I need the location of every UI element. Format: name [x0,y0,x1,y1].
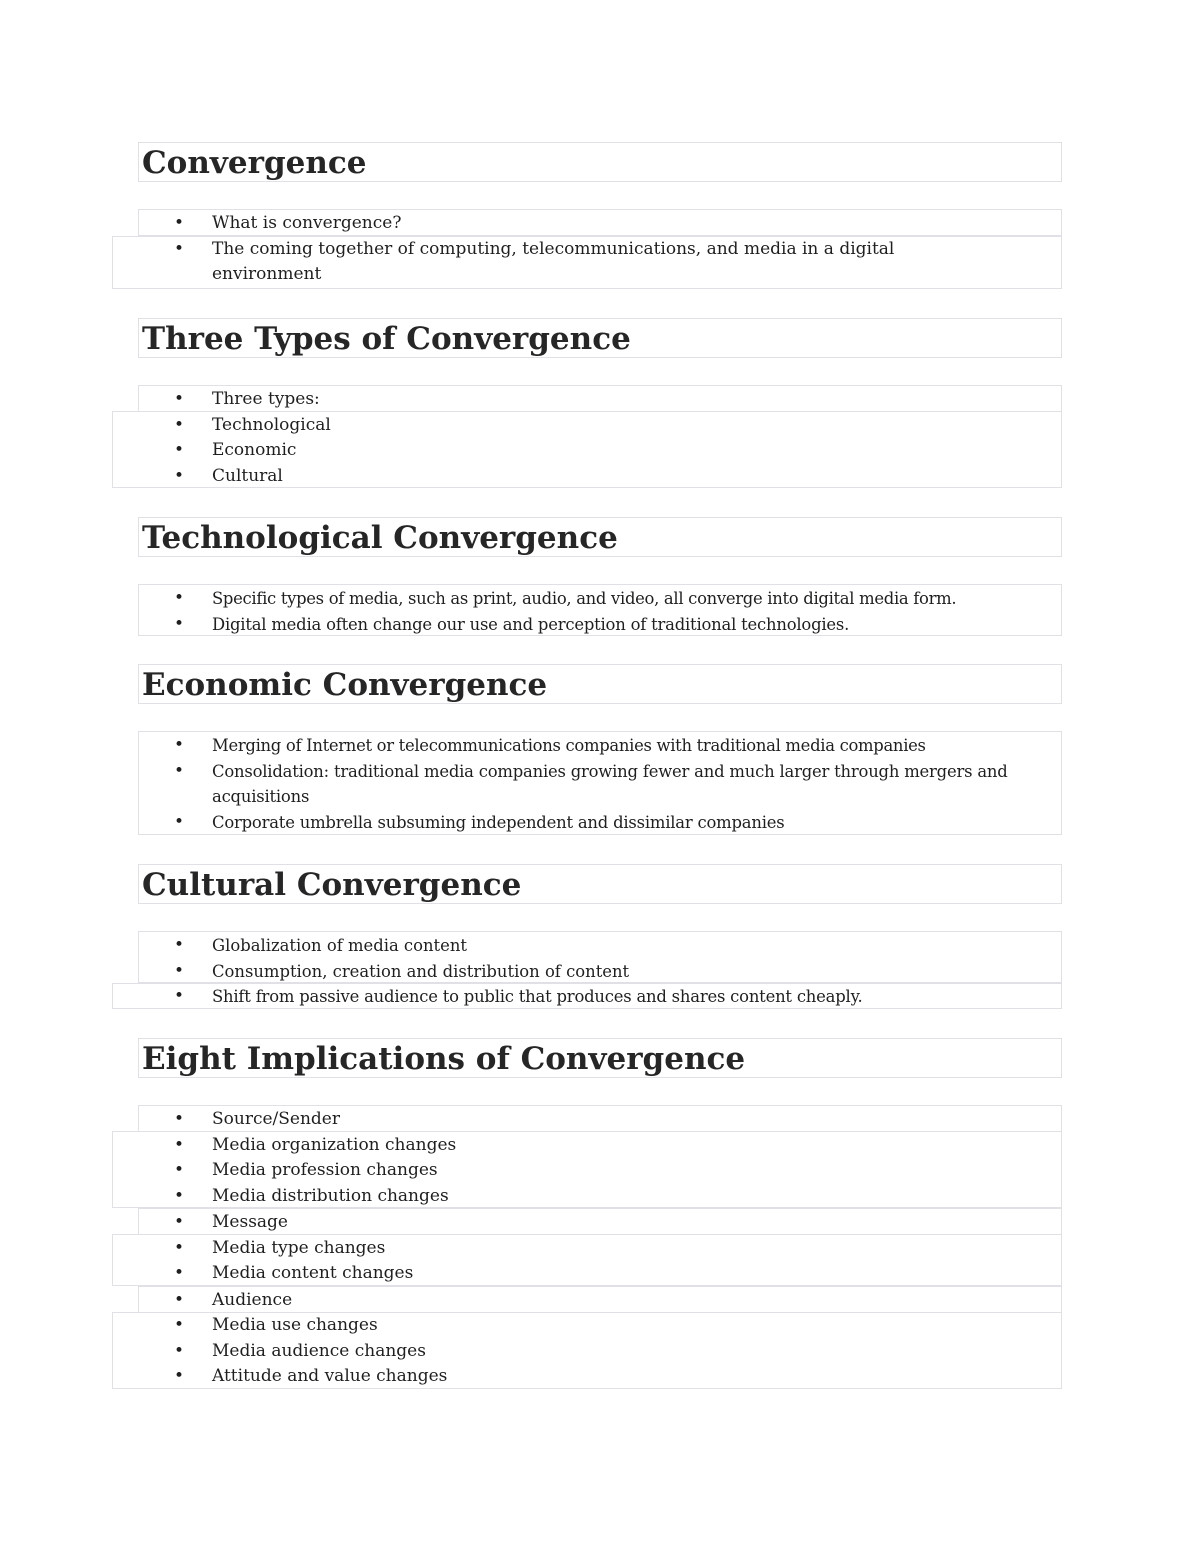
list-item: • Message [170,1210,456,1236]
bullet-list-cultural [170,933,862,1010]
list-item: • Attitude and value changes [170,1364,456,1390]
bullet-list-technological [170,586,956,637]
list-item: • Specific types of media, such as print, audio, and video, all converge into digital media form. [170,586,956,612]
list-item: • What is convergence? [170,211,1002,237]
list-item: • Technological [170,413,331,439]
list-item: • Source/Sender [170,1107,456,1133]
list-item: • Media profession changes [170,1158,456,1184]
list-item: • Media use changes [170,1313,456,1339]
bullet-list-convergence [170,211,1002,288]
heading-eight-implications: Eight Implications of Convergence [138,1038,1062,1078]
list-item: • Media organization changes [170,1133,456,1159]
list-item: • Media content changes [170,1261,456,1287]
list-item: • Media distribution changes [170,1184,456,1210]
heading-cultural: Cultural Convergence [138,864,1062,904]
heading-three-types: Three Types of Convergence [138,318,1062,358]
list-item: • The coming together of computing, telecommunications, and media in a digital environment [170,237,1002,288]
list-item: • Media type changes [170,1236,456,1262]
list-item: • Audience [170,1288,456,1314]
heading-technological: Technological Convergence [138,517,1062,557]
list-item: • Cultural [170,464,331,490]
heading-convergence: Convergence [138,142,1062,182]
list-item: • Economic [170,438,331,464]
bullet-list-economic [170,733,1012,835]
list-item: • Globalization of media content [170,933,862,959]
list-item: • Corporate umbrella subsuming independent and dissimilar companies [170,810,1012,836]
bullet-list-three-types [170,387,331,489]
list-item: • Merging of Internet or telecommunications companies with traditional media companies [170,733,1012,759]
list-item: • Shift from passive audience to public that produces and shares content cheaply. [170,984,862,1010]
list-item: • Media audience changes [170,1339,456,1365]
bullet-list-implications [170,1107,456,1390]
heading-economic: Economic Convergence [138,664,1062,704]
list-item: • Three types: [170,387,331,413]
list-item: • Digital media often change our use and perception of traditional technologies. [170,612,956,638]
list-item: • Consolidation: traditional media companies growing fewer and much larger through mergers and acquisitions [170,759,1012,810]
list-item: • Consumption, creation and distribution of content [170,959,862,985]
